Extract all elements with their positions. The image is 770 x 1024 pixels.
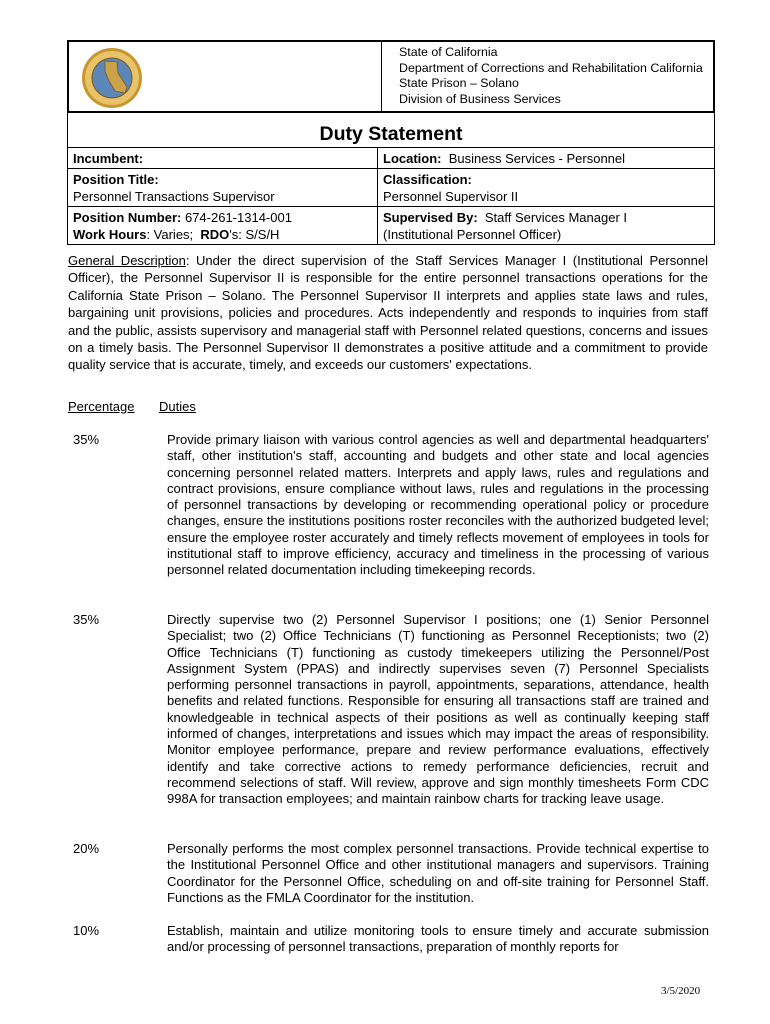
percentage-column-header: Percentage bbox=[68, 399, 135, 414]
duty-percentage: 35% bbox=[73, 612, 100, 627]
general-description-label: General Description bbox=[68, 253, 186, 268]
incumbent-label: Incumbent: bbox=[73, 151, 144, 166]
position-number-value: 674-261-1314-001 bbox=[184, 210, 292, 225]
duty-percentage: 20% bbox=[73, 841, 100, 856]
work-hours-value: : Varies; bbox=[146, 227, 194, 242]
position-title-label: Position Title: bbox=[73, 172, 159, 187]
title-row bbox=[67, 113, 715, 147]
state-seal-logo bbox=[81, 47, 143, 109]
location-value: Business Services - Personnel bbox=[448, 151, 626, 166]
incumbent-cell bbox=[68, 148, 378, 169]
rdo-label: RDO bbox=[200, 227, 230, 242]
location-cell bbox=[378, 148, 715, 169]
classification-label: Classification: bbox=[383, 172, 472, 187]
classification-value: Personnel Supervisor II bbox=[383, 189, 519, 204]
duty-text: Provide primary liaison with various control agencies as well and departmental headquarters' staff, other institution's staff, accounting and budgets and other state and local agencies concerning personnel related matters. Interprets and apply laws, rules and regulations and contract provisions, ensure compliance without laws, rules and regulations in the processing of personnel transactions by developing or recommending operational policy or procedure changes, ensure the institutions positions roster reconciles with the authorized budgeted level; ensure the employee roster accurately and timely reflects movement of employees in tools for institutional staff to improve efficiency, accuracy and timeliness in the processing of various personnel related documentation including timekeeping records. bbox=[167, 432, 709, 578]
rdo-value: 's: S/S/H bbox=[229, 227, 280, 242]
supervised-by-label: Supervised By: bbox=[383, 210, 478, 225]
header-box bbox=[67, 40, 715, 113]
position-title-value: Personnel Transactions Supervisor bbox=[73, 189, 275, 204]
position-number-cell bbox=[68, 207, 378, 245]
org-line: Division of Business Services bbox=[399, 91, 561, 106]
work-hours-label: Work Hours bbox=[73, 227, 147, 242]
page-title: Duty Statement bbox=[319, 123, 463, 145]
duty-text: Directly supervise two (2) Personnel Supervisor I positions; one (1) Senior Personnel Specialist; two (2) Office Technicians (T) functioning as Personnel Receptionists; two (2) Office Technicians (T) functioning as custody timekeepers utilizing the Personnel/Post Assignment System (PPAS) and indirectly supervises seven (7) Personnel Specialists performing personnel transactions in payroll, appointments, separations, attendance, health benefits and related functions. Responsible for ensuring all transactions staff are trained and knowledgeable in technical aspects of their positions as well as continually keeping staff informed of changes, interpretations and issues which may impact the areas of responsibility. Monitor employee performance, prepare and review performance evaluations, effectively identify and take corrective actions to remedy performance deficiencies, recruit and recommend selections of staff. Will review, approve and sign monthly timesheets Form CDC 998A for transaction employees; and maintain rainbow charts for tracking leave usage. bbox=[167, 612, 709, 807]
duty-text: Personally performs the most complex personnel transactions. Provide technical expertise to the Institutional Personnel Office and other institutional managers and supervisors. Training Coordinator for the Personnel Office, scheduling on and off-site training for Personnel Staff. Functions as the FMLA Coordinator for the institution. bbox=[167, 841, 709, 905]
position-info-table bbox=[67, 147, 715, 245]
duty-text: Establish, maintain and utilize monitoring tools to ensure timely and accurate submission and/or processing of personnel transactions, preparation of monthly reports for bbox=[167, 923, 709, 955]
supervised-by-value: Staff Services Manager I bbox=[484, 210, 627, 225]
org-line: State of California bbox=[399, 45, 498, 59]
organization-block bbox=[399, 45, 703, 107]
org-line: State Prison – Solano bbox=[399, 76, 519, 90]
position-number-label: Position Number: bbox=[73, 210, 182, 225]
org-line: Department of Corrections and Rehabilitation California bbox=[399, 60, 703, 75]
supervised-by-value-2: (Institutional Personnel Officer) bbox=[383, 227, 562, 242]
position-title-cell bbox=[68, 169, 378, 207]
footer-date: 3/5/2020 bbox=[661, 985, 701, 997]
duties-column-header: Duties bbox=[159, 399, 196, 414]
logo-cell bbox=[69, 42, 382, 111]
supervised-by-cell bbox=[378, 207, 715, 245]
location-label: Location: bbox=[383, 151, 442, 166]
classification-cell bbox=[378, 169, 715, 207]
duty-percentage: 35% bbox=[73, 432, 100, 447]
general-description bbox=[68, 252, 708, 374]
general-description-text: : Under the direct supervision of the Staff Services Manager I (Institutional Personnel Officer), the Personnel Supervisor II is responsible for the entire personnel transactions operations for the California State Prison – Solano. The Personnel Supervisor II interprets and applies state laws and rules, bargaining unit provisions, policies and procedures. Acts independently and responds to inquiries from staff and the public, assists supervisory and managerial staff with Personnel related questions, concerns and issues on a timely basis. The Personnel Supervisor II demonstrates a positive attitude and a commitment to provide quality service that is accurate, timely, and exceeds our customers' expectations. bbox=[68, 253, 708, 373]
duty-percentage: 10% bbox=[73, 923, 100, 938]
